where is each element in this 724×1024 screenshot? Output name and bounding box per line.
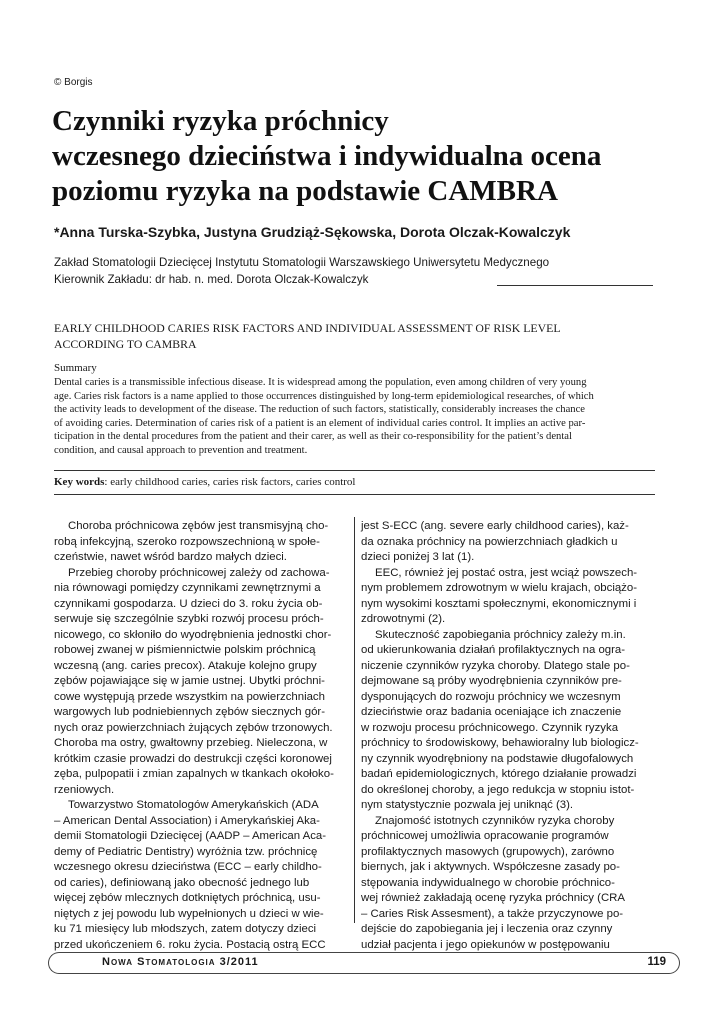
body-line: w rozwoju procesu próchnicowego. Czynnik ryzyka xyxy=(361,721,619,734)
body-line: nym problemem zdrowotnym w wielu krajach, obciążo- xyxy=(361,582,638,594)
body-line: wczesnego okresu dzieciństwa (ECC – early childho- xyxy=(54,861,322,873)
summary-line: ticipation in the dental procedures from the patient and their carer, as well as their co-responsibility for the patient’s dental xyxy=(54,431,572,442)
body-line: niczenie czynników ryzyka choroby. Dlatego stale po- xyxy=(361,659,630,672)
body-line: próchnicy to środowiskowy, behawioralny lub biologicz- xyxy=(361,737,639,749)
body-line: Choroba próchnicowa zębów jest transmisyjną cho- xyxy=(68,520,329,532)
authors: *Anna Turska-Szybka, Justyna Grudziąż-Sękowska, Dorota Olczak-Kowalczyk xyxy=(54,224,571,240)
body-line: EEC, również jej postać ostra, jest wciąż powszech- xyxy=(375,566,638,579)
english-title-line: ACCORDING TO CAMBRA xyxy=(54,337,197,351)
affiliation xyxy=(54,254,654,288)
body-line: próchnicowej umożliwia opracowanie programów xyxy=(361,830,609,842)
keywords-top-rule xyxy=(54,470,655,471)
article-title xyxy=(52,104,692,209)
keywords-bottom-rule xyxy=(54,494,655,495)
page-number: 119 xyxy=(643,956,670,968)
body-line: jest S-ECC (ang. severe early childhood caries), każ- xyxy=(361,520,629,532)
journal-name: Nowa Stomatologia 3/2011 xyxy=(98,956,263,968)
body-column-right xyxy=(361,519,657,953)
body-line: Towarzystwo Stomatologów Amerykańskich (ADA xyxy=(68,799,319,811)
body-line: czeństwie, nawet wśród bardzo małych dzieci. xyxy=(54,551,287,563)
body-line: biernych, jak i aktywnych. Współczesne zasady po- xyxy=(361,861,620,873)
body-line: dysponujących do rozwoju próchnicy we wczesnym xyxy=(361,690,621,703)
body-line: da oznaka próchnicy na powierzchniach gładkich u xyxy=(361,535,618,548)
body-line: robowej zwanej w piśmiennictwie polskim próchnicą xyxy=(54,644,316,656)
body-line: nia równowagi pomiędzy czynnikami zewnętrznymi a xyxy=(54,582,321,594)
body-line: wej również zakładają ocenę ryzyka próchnicy (CRA xyxy=(361,892,625,904)
affiliation-divider xyxy=(497,285,653,286)
summary-line: condition, and causal approach to prevention and treatment. xyxy=(54,444,308,456)
body-line: profilaktycznych masowych (grupowych), zarówno xyxy=(361,845,615,858)
body-line: więcej zębów mlecznych dotkniętych próchnicą, usu- xyxy=(54,892,321,904)
title-line: Czynniki ryzyka próchnicy xyxy=(52,105,389,137)
affiliation-line: Zakład Stomatologii Dziecięcej Instytutu Stomatologii Warszawskiego Uniwersytetu Medycznego xyxy=(54,256,550,269)
body-line: – American Dental Association) i Amerykańskiej Aka- xyxy=(54,814,320,827)
body-line: nym wysokimi kosztami społecznymi, ekonomicznymi i xyxy=(361,597,637,610)
body-line: od ukierunkowania działań profilaktycznych na ogra- xyxy=(361,644,626,656)
body-line: badań epidemiologicznych, którego działanie prowadzi xyxy=(361,768,637,780)
keywords xyxy=(54,476,355,488)
body-line: dzieciństwie oraz badania oceniające ich znaczenie xyxy=(361,706,622,718)
body-line: nym statystycznie pozwala jej uniknąć (3). xyxy=(361,799,574,811)
body-line: dejmowane są próby wyodrębnienia czynników pre- xyxy=(361,675,622,687)
body-line: zdrowotnymi (2). xyxy=(361,613,446,625)
copyright-notice: © Borgis xyxy=(54,77,93,88)
body-line: udział pacjenta i jego opiekunów w postępowaniu xyxy=(361,938,610,951)
body-line: krótkim czasie prowadzi do destrukcji części koronowej xyxy=(54,752,332,765)
title-line: poziomu ryzyka na podstawie CAMBRA xyxy=(52,175,558,207)
keywords-label: Key words xyxy=(54,476,105,488)
body-line: serwuje się szczególnie szybki rozwój procesu próch- xyxy=(54,613,324,625)
body-line: Choroba ma ostry, gwałtowny przebieg. Nieleczona, w xyxy=(54,737,328,749)
title-line: wczesnego dzieciństwa i indywidualna ocena xyxy=(52,140,602,172)
body-line: dzieci poniżej 3 lat (1). xyxy=(361,551,475,563)
body-line: Znajomość istotnych czynników ryzyka choroby xyxy=(375,814,615,827)
body-line: zęba, pulpopatii i zmian zapalnych w tkankach okołoko- xyxy=(54,768,334,780)
body-line: czynnikami gospodarza. U dzieci do 3. roku życia ob- xyxy=(54,597,323,610)
body-line: ku 71 miesięcy lub młodszych, zatem dotyczy dzieci xyxy=(54,923,317,935)
column-divider xyxy=(354,517,355,923)
body-line: cowe występują przede wszystkim na powierzchniach xyxy=(54,690,325,703)
body-line: wczesną (ang. caries precox). Atakuje kolejno grupy xyxy=(54,659,317,672)
body-line: ny czynnik wyodrębniony na podstawie długofalowych xyxy=(361,752,634,765)
summary-line: Dental caries is a transmissible infectious disease. It is widespread among the population, even among children of very young xyxy=(54,377,587,388)
body-line: demii Stomatologii Dziecięcej (AADP – American Aca- xyxy=(54,830,327,842)
body-line: demy of Pediatric Dentistry) wyróżnia tzw. próchnicę xyxy=(54,845,318,858)
summary-line: of avoiding caries. Determination of caries risk of a patient is an element of individual caries control. It implies an active par- xyxy=(54,417,586,429)
body-line: – Caries Risk Assesment), a także przyczynowe po- xyxy=(361,907,624,920)
keywords-text: : early childhood caries, caries risk factors, caries control xyxy=(104,476,356,488)
body-line: nicowego, co skłoniło do wyodrębnienia jednostki chor- xyxy=(54,628,332,641)
body-line: stępowania indywidualnego w chorobie próchnico- xyxy=(361,876,615,889)
body-line: niętych z jej powodu lub wypełnionych u dzieci w wie- xyxy=(54,907,324,920)
body-line: nych oraz powierzchniach żujących zębów trzonowych. xyxy=(54,721,333,734)
body-line: rzeniowych. xyxy=(54,783,115,796)
summary-heading: Summary xyxy=(54,362,97,374)
body-line: od caries), definiowaną jako obecność jednego lub xyxy=(54,876,310,889)
body-line: zębów pojawiające się w jamie ustnej. Ubytki próchni- xyxy=(54,675,325,687)
body-line: Skuteczność zapobiegania próchnicy zależy m.in. xyxy=(375,628,626,641)
body-line: przed ukończeniem 6. roku życia. Postacią ostrą ECC xyxy=(54,938,326,951)
summary-line: the activity leads to development of the disease. The reduction of such factors, statistically, considerably increases the chance xyxy=(54,404,585,415)
summary-line: age. Caries risk factors is a name applied to those occurrences distinguished by long-term epidemiological researches, of which xyxy=(54,390,594,402)
body-line: dejście do zapobiegania jej i leczenia oraz czynny xyxy=(361,923,613,935)
english-title xyxy=(54,320,666,352)
body-line: robą infekcyjną, szeroko rozpowszechnioną w społe- xyxy=(54,535,320,548)
english-title-line: EARLY CHILDHOOD CARIES RISK FACTORS AND INDIVIDUAL ASSESSMENT OF RISK LEVEL xyxy=(54,321,561,335)
body-column-left xyxy=(54,519,350,953)
body-line: do określonej choroby, a jego redukcja w stopniu istot- xyxy=(361,783,635,796)
affiliation-line: Kierownik Zakładu: dr hab. n. med. Dorota Olczak-Kowalczyk xyxy=(54,273,369,286)
summary-text xyxy=(54,376,657,457)
body-line: Przebieg choroby próchnicowej zależy od zachowa- xyxy=(68,566,330,579)
body-line: wargowych lub podniebiennych zębów siecznych gór- xyxy=(54,706,325,718)
